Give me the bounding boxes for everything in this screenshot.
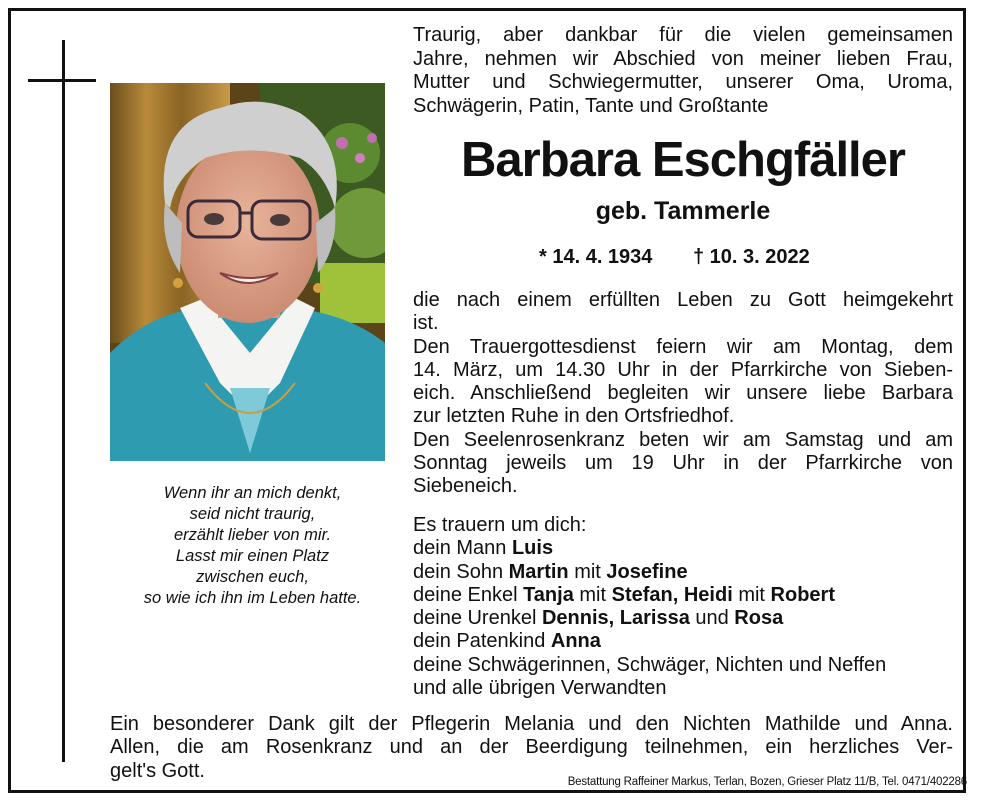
poem-line: so wie ich ihn im Leben hatte. (143, 589, 362, 607)
death-date: † 10. 3. 2022 (693, 246, 810, 268)
mourner-label: dein Mann (413, 537, 512, 560)
thanks-line: Allen, die am Rosenkranz und an der Beerdigung teilnehmen, ein herzliches Ver- (110, 736, 953, 759)
body-line: ist. (413, 312, 439, 335)
body-line: Den Trauergottesdienst feiern wir am Montag, dem (413, 335, 953, 358)
thanks-line: gelt's Gott. (110, 759, 205, 782)
body-line: die nach einem erfüllten Leben zu Gott heimgekehrt (413, 289, 953, 311)
portrait-photo (110, 83, 385, 461)
mourners-list (413, 514, 958, 700)
thanks-text (110, 713, 953, 783)
birth-name: geb. Tammerle (595, 197, 771, 225)
mourner-name: Anna (550, 630, 601, 653)
mourners-heading: Es trauern um dich: (413, 514, 587, 536)
mourner-label: deine Enkel (413, 583, 524, 606)
thanks-line: Ein besonderer Dank gilt der Pflegerin Melania und den Nichten Mathilde und Anna. (110, 713, 953, 735)
poem-line: seid nicht traurig, (189, 505, 316, 523)
mourner-name: Martin (508, 560, 569, 583)
body-line: zur letzten Ruhe in den Ortsfriedhof. (413, 405, 735, 428)
mourner-relatives: und alle übrigen Verwandten (413, 677, 667, 700)
mourner-name: Robert (770, 583, 835, 606)
body-line: Sonntag jeweils um 19 Uhr in der Pfarrkirche von (413, 452, 953, 475)
poem-line: Lasst mir einen Platz (175, 547, 330, 565)
mourner-label: mit (568, 560, 607, 583)
body-line: eich. Anschließend begleiten wir unsere liebe Barbara (413, 382, 953, 405)
cross-icon (62, 40, 65, 762)
mourner-label: deine Urenkel (413, 607, 542, 630)
intro-line: Schwägerin, Patin, Tante und Großtante (413, 94, 769, 117)
mourner-inlaws: deine Schwägerinnen, Schwäger, Nichten und Neffen (413, 653, 887, 676)
mourner-label: und (689, 607, 735, 630)
mourner-name: Stefan, Heidi (611, 583, 733, 606)
mourner-name: Rosa (734, 607, 784, 630)
cross-icon-bar (28, 79, 96, 82)
mourner-husband (413, 537, 958, 560)
mourner-label: mit (732, 583, 771, 606)
body-line: 14. März, um 14.30 Uhr in der Pfarrkirche von Sieben- (413, 358, 953, 381)
mourner-label: mit (573, 583, 612, 606)
mourner-label: dein Patenkind (413, 630, 551, 653)
poem (110, 483, 395, 609)
mourner-son (413, 561, 958, 584)
birth-date: * 14. 4. 1934 (539, 246, 653, 268)
mourner-name: Luis (511, 537, 554, 560)
intro-line: Mutter und Schwiegermutter, unserer Oma, Uroma, (413, 71, 953, 93)
mourner-great-grandchildren (413, 607, 958, 630)
intro-line: Jahre, nehmen wir Abschied von meiner lieben Frau, (413, 47, 953, 70)
mourner-godchild (413, 630, 958, 653)
mourner-name: Tanja (523, 583, 574, 606)
mourner-grandchildren (413, 584, 958, 607)
mourner-label: dein Sohn (413, 560, 509, 583)
mourner-name: Josefine (606, 560, 688, 583)
funeral-home-footer: Bestattung Raffeiner Markus, Terlan, Bozen, Grieser Platz 11/B, Tel. 0471/402286 (567, 776, 967, 788)
deceased-name: Barbara Eschgfäller (461, 133, 905, 187)
body-line: Den Seelenrosenkranz beten wir am Samstag und am (413, 428, 953, 451)
mourner-name: Dennis, Larissa (541, 607, 690, 630)
poem-line: zwischen euch, (196, 568, 309, 586)
poem-line: Wenn ihr an mich denkt, (163, 484, 342, 502)
intro-line: Traurig, aber dankbar für die vielen gemeinsamen (413, 24, 953, 46)
poem-line: erzählt lieber von mir. (173, 526, 332, 544)
intro-text (413, 24, 953, 118)
service-text (413, 289, 953, 499)
body-line: Siebeneich. (413, 475, 518, 498)
